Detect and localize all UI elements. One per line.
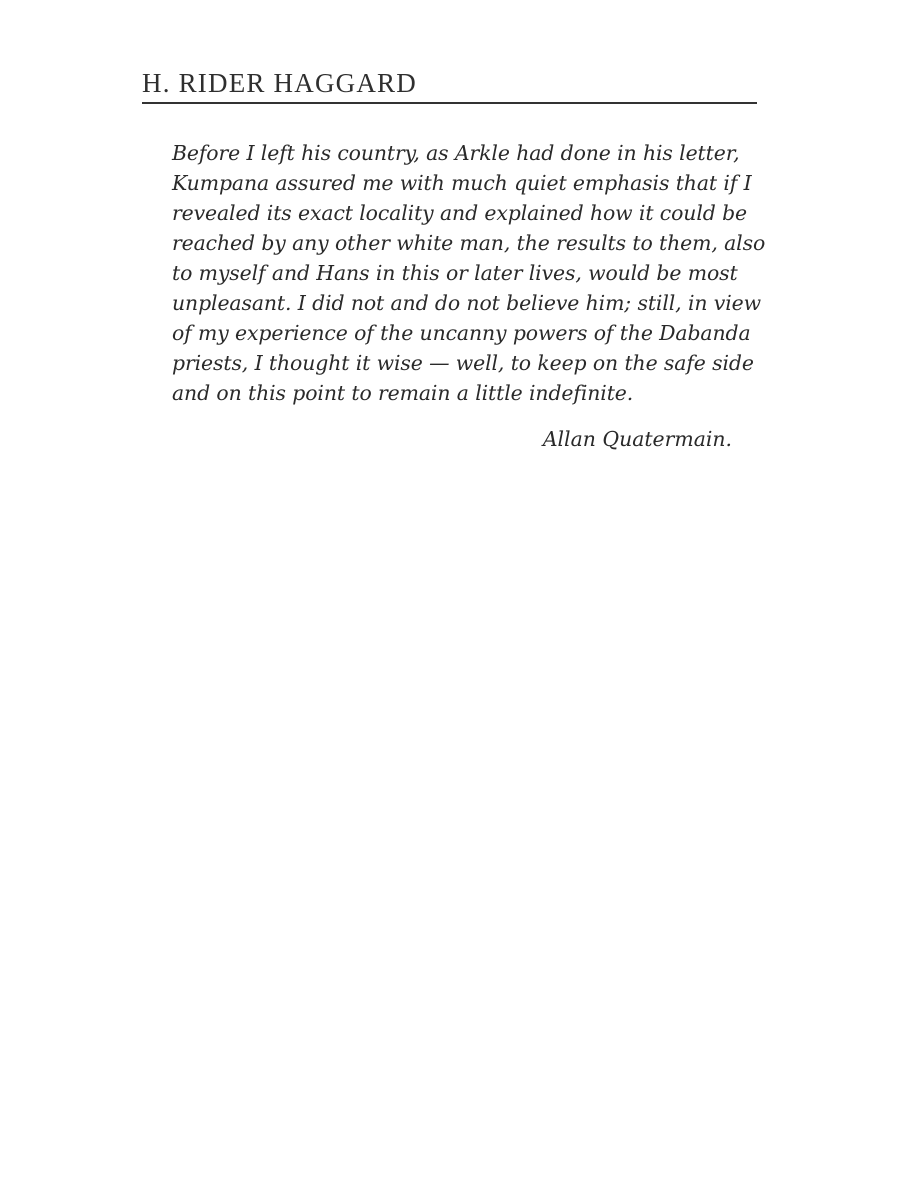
paragraph-line: reached by any other white man, the results to them, also bbox=[172, 231, 766, 255]
running-header bbox=[142, 66, 757, 104]
paragraph-line: of my experience of the uncanny powers of the Dabanda bbox=[172, 321, 751, 345]
paragraph-line: revealed its exact locality and explained how it could be bbox=[172, 201, 747, 225]
signature: Allan Quatermain. bbox=[542, 427, 732, 451]
paragraph-line: unpleasant. I did not and do not believe him; still, in view bbox=[172, 291, 761, 315]
running-header-title: H. RIDER HAGGARD bbox=[142, 68, 417, 98]
paragraph-line: Kumpana assured me with much quiet emphasis that if I bbox=[172, 171, 752, 195]
paragraph-line: and on this point to remain a little indefinite. bbox=[172, 381, 634, 405]
paragraph-line: Before I left his country, as Arkle had done in his letter, bbox=[172, 141, 740, 165]
body-paragraph bbox=[172, 138, 766, 408]
paragraph-line: to myself and Hans in this or later lives, would be most bbox=[172, 261, 738, 285]
paragraph-line: priests, I thought it wise — well, to keep on the safe side bbox=[172, 351, 754, 375]
